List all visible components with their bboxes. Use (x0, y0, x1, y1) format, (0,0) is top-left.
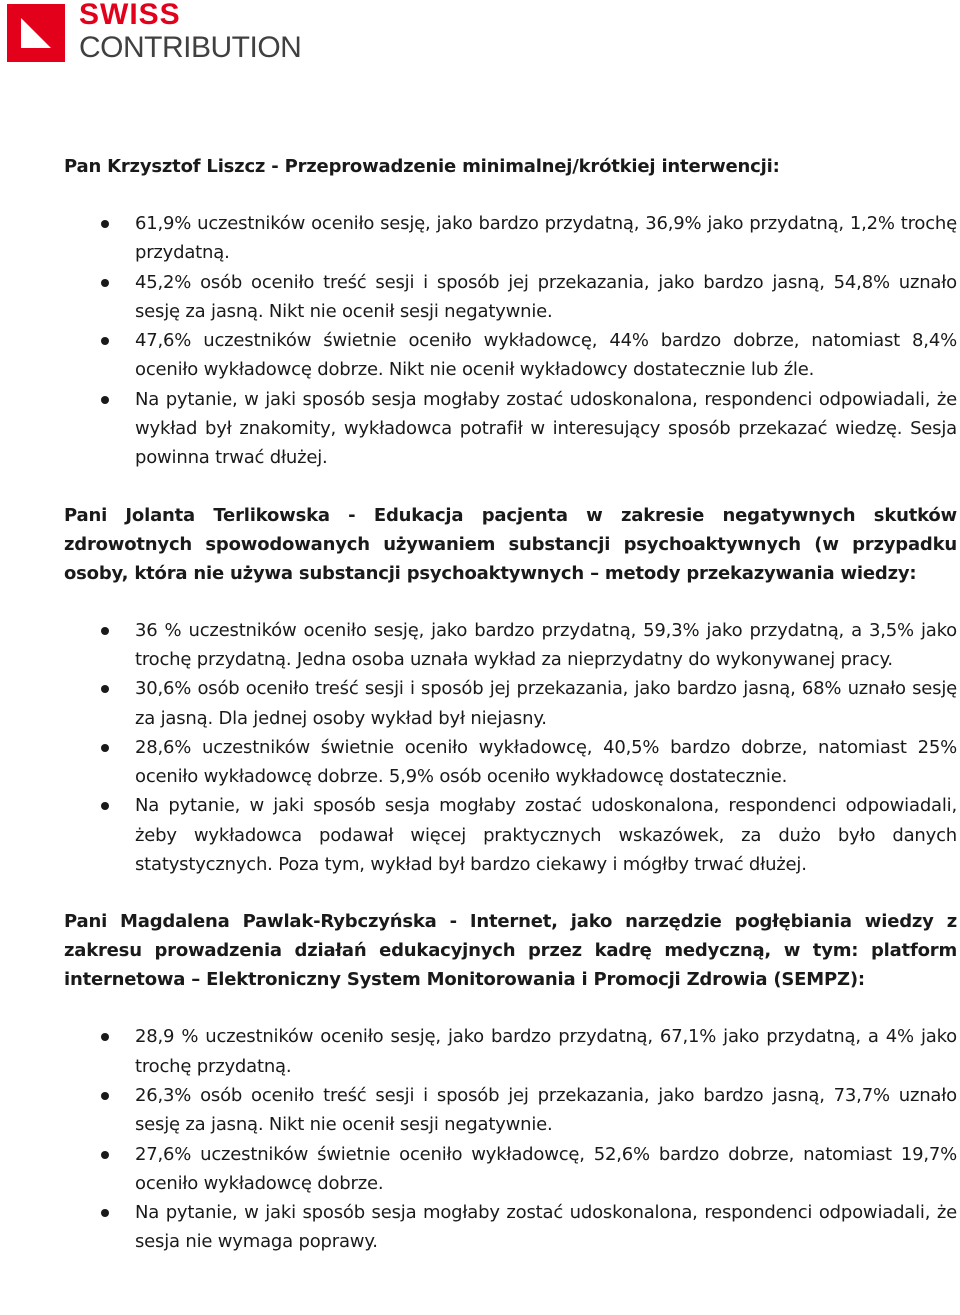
document-body (64, 152, 957, 1285)
bullet-icon (101, 279, 109, 287)
list-item (64, 791, 957, 879)
list-item (64, 674, 957, 733)
list-item (64, 209, 957, 268)
bullet-icon (101, 337, 109, 345)
logo-text-swiss: SWISS (79, 0, 181, 31)
list-item (64, 733, 957, 792)
bullet-list (64, 1022, 957, 1256)
list-item (64, 1198, 957, 1257)
list-item-text: 47,6% uczestników świetnie oceniło wykładowcę, 44% bardzo dobrze, natomiast 8,4% oceniło wykładowcę dobrze. Nikt nie ocenił wykładowcy dostatecznie lub źle. (135, 330, 957, 381)
section-liszcz (64, 152, 957, 473)
list-item-text: 36 % uczestników oceniło sesję, jako bardzo przydatną, 59,3% jako przydatną, a 3,5% jako trochę przydatną. Jedna osoba uznała wykład za nieprzydatny do wykonywanej pracy. (135, 619, 957, 670)
bullet-icon (101, 744, 109, 752)
bullet-icon (101, 802, 109, 810)
bullet-icon (101, 1092, 109, 1100)
list-item-text: 61,9% uczestników oceniło sesję, jako bardzo przydatną, 36,9% jako przydatną, 1,2% trochę przydatną. (135, 213, 957, 264)
bullet-icon (101, 685, 109, 693)
list-item-text: 28,9 % uczestników oceniło sesję, jako bardzo przydatną, 67,1% jako przydatną, a 4% jako trochę przydatną. (135, 1026, 957, 1077)
bullet-icon (101, 627, 109, 635)
logo-flag-icon (7, 4, 65, 62)
section-title: Pan Krzysztof Liszcz - Przeprowadzenie minimalnej/krótkiej interwencji: (64, 156, 780, 177)
list-item-text: Na pytanie, w jaki sposób sesja mogłaby zostać udoskonalona, respondenci odpowiadali, żeby wykładowca podawał więcej praktycznych wskazówek, za dużo było danych statystycznych. Poza tym, wykład był bardzo ciekawy i mógłby trwać dłużej. (135, 795, 957, 876)
section-title: Pani Jolanta Terlikowska - Edukacja pacjenta w zakresie negatywnych skutków zdrowotnych spowodowanych używaniem substancji psychoaktywnych (w przypadku osoby, która nie używa substancji psychoaktywnych – metody przekazywania wiedzy: (64, 504, 957, 584)
list-item-text: Na pytanie, w jaki sposób sesja mogłaby zostać udoskonalona, respondenci odpowiadali, że sesja nie wymaga poprawy. (135, 1202, 957, 1253)
section-terlikowska (64, 501, 957, 880)
list-item (64, 326, 957, 385)
list-item-text: Na pytanie, w jaki sposób sesja mogłaby zostać udoskonalona, respondenci odpowiadali, że wykład był znakomity, wykładowca potrafił w interesujący sposób przekazać wiedzę. Sesja powinna trwać dłużej. (135, 388, 957, 469)
list-item (64, 1022, 957, 1081)
bullet-icon (101, 220, 109, 228)
list-item-text: 28,6% uczestników świetnie oceniło wykładowcę, 40,5% bardzo dobrze, natomiast 25% oceniło wykładowcę dobrze. 5,9% osób oceniło wykładowcę dostatecznie. (135, 736, 957, 788)
list-item (64, 385, 957, 473)
bullet-icon (101, 1151, 109, 1159)
bullet-icon (101, 1033, 109, 1041)
bullet-icon (101, 1209, 109, 1217)
list-item (64, 1140, 957, 1199)
list-item-text: 30,6% osób oceniło treść sesji i sposób jej przekazania, jako bardzo jasną, 68% uznało sesję za jasną. Dla jednej osoby wykład był niejasny. (135, 678, 957, 729)
section-pawlak-rybczynska (64, 907, 957, 1256)
logo-diagonal-icon (7, 4, 65, 62)
list-item-text: 27,6% uczestników świetnie oceniło wykładowcę, 52,6% bardzo dobrze, natomiast 19,7% oceniło wykładowcę dobrze. (135, 1143, 957, 1194)
list-item (64, 1081, 957, 1140)
logo-text-contribution: CONTRIBUTION (79, 31, 302, 64)
list-item (64, 268, 957, 327)
list-item (64, 616, 957, 675)
bullet-list (64, 616, 957, 880)
section-title: Pani Magdalena Pawlak-Rybczyńska - Internet, jako narzędzie pogłębiania wiedzy z zakresu prowadzenia działań edukacyjnych przez kadrę medyczną, w tym: platform internetowa – Elektroniczny System Monitorowania i Promocji Zdrowia (SEMPZ): (64, 911, 957, 991)
bullet-icon (101, 396, 109, 404)
list-item-text: 45,2% osób oceniło treść sesji i sposób jej przekazania, jako bardzo jasną, 54,8% uznało sesję za jasną. Nikt nie ocenił sesji negatywnie. (135, 271, 957, 322)
swiss-contribution-logo (7, 0, 307, 66)
bullet-list (64, 209, 957, 473)
list-item-text: 26,3% osób oceniło treść sesji i sposób jej przekazania, jako bardzo jasną, 73,7% uznało sesję za jasną. Nikt nie ocenił sesji negatywnie. (135, 1084, 957, 1136)
